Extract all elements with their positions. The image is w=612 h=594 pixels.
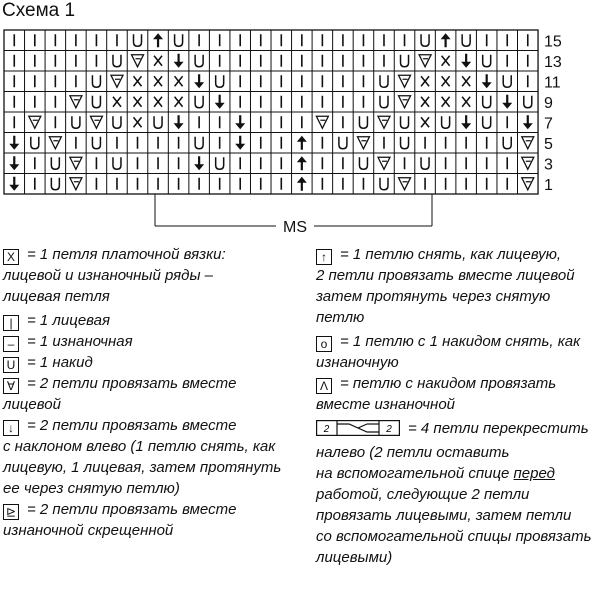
ssk-arrow-symbol (215, 95, 225, 109)
ssk-arrow-symbol (9, 136, 19, 150)
k2tog-symbol (316, 116, 328, 128)
garter-symbol (442, 97, 450, 107)
garter-symbol (175, 97, 183, 107)
garter-symbol (154, 56, 162, 66)
s2kp-arrow-symbol (441, 33, 451, 47)
k2tog-symbol (399, 75, 411, 87)
yarn-over-symbol (134, 34, 142, 46)
k2tog-symbol (70, 178, 82, 190)
ssk-arrow-symbol (194, 74, 204, 88)
legend-cable: 2 2 = 4 петли перекрестить (316, 418, 612, 442)
k2tog-symbol (132, 55, 144, 67)
k2tog-symbol (378, 116, 390, 128)
legend-knit: | = 1 лицевая (3, 310, 303, 331)
yarn-over-symbol (401, 116, 409, 128)
yarn-over-symbol (92, 75, 100, 87)
yarn-over-symbol (195, 55, 203, 67)
legend-p-yo-tog: Λ = петлю с накидом провязать (316, 373, 612, 394)
legend-purl: – = 1 изнаночная (3, 331, 303, 352)
ssk-arrow-symbol (9, 177, 19, 191)
s2kp-arrow-symbol (297, 156, 307, 170)
legend-s2kp: ↑ = 1 петлю снять, как лицевую, (316, 244, 612, 265)
yarn-over-symbol (421, 34, 429, 46)
k2tog-symbol (399, 178, 411, 190)
garter-symbol (421, 97, 429, 107)
yarn-over-symbol (380, 96, 388, 108)
yarn-over-symbol (113, 55, 121, 67)
yarn-over-symbol (195, 96, 203, 108)
svg-text:2: 2 (323, 424, 330, 435)
ssk-arrow-symbol (174, 54, 184, 68)
garter-symbol (113, 97, 121, 107)
legend-k2tog: ∀ = 2 петли провязать вместе (3, 373, 303, 394)
ssk-arrow-symbol (194, 156, 204, 170)
k2tog-symbol (29, 116, 41, 128)
yarn-over-symbol (175, 34, 183, 46)
k2tog-symbol (49, 137, 61, 149)
row-number: 3 (544, 156, 553, 174)
yarn-over-symbol (401, 55, 409, 67)
k2tog-symbol (378, 157, 390, 169)
ssk-arrow-symbol (235, 136, 245, 150)
yarn-over-symbol (92, 96, 100, 108)
garter-symbol (134, 97, 142, 107)
yarn-over-symbol (195, 137, 203, 149)
s2kp-arrow-symbol (297, 136, 307, 150)
yarn-over-symbol (359, 157, 367, 169)
x-stitch-icon: X (3, 249, 19, 265)
garter-symbol (442, 76, 450, 86)
p2tog-tbl-icon: ⊵ (3, 504, 19, 520)
legend-right: ↑ = 1 петлю снять, как лицевую, 2 петли провязать вместе лицевой затем протянуть через снятую петлю o = 1 петлю с 1 накидом снять, как изнаночную Λ = петлю с накидом провязать вместе изнаночной 2 2 = 4 петли перекрестить налево (2 петли оставить на вспомогательной спице перед работой, следующие 2 петли провязать лицевыми, затем петли со вспомогательной спицы провязать лицевыми) (316, 244, 612, 568)
s2kp-arrow-symbol (297, 177, 307, 191)
garter-symbol (175, 76, 183, 86)
cable-left-icon (316, 420, 400, 442)
yarn-over-symbol (154, 116, 162, 128)
k2tog-symbol (522, 137, 534, 149)
yarn-over-symbol (216, 157, 224, 169)
ssk-arrow-symbol (502, 95, 512, 109)
ssk-arrow-icon: ↓ (3, 420, 19, 436)
s2kp-arrow-symbol (153, 33, 163, 47)
ssk-arrow-symbol (461, 54, 471, 68)
legend-ssk: ↓ = 2 петли провязать вместе (3, 415, 303, 436)
knit-icon: | (3, 315, 19, 331)
ms-label: MS (283, 219, 307, 236)
k2tog-symbol (111, 75, 123, 87)
yarn-over-symbol (113, 157, 121, 169)
row-number: 13 (544, 53, 562, 71)
ssk-arrow-symbol (482, 74, 492, 88)
ssk-arrow-symbol (523, 115, 533, 129)
yarn-over-symbol (113, 116, 121, 128)
yarn-over-symbol (51, 178, 59, 190)
garter-symbol (134, 76, 142, 86)
up-arrow-icon: ↑ (316, 249, 332, 265)
garter-symbol (462, 76, 470, 86)
k2tog-symbol (522, 157, 534, 169)
garter-symbol (134, 117, 142, 127)
yarn-over-symbol (524, 96, 532, 108)
yarn-over-symbol (503, 137, 511, 149)
knitting-chart (0, 0, 612, 240)
yarn-over-symbol (503, 75, 511, 87)
caret-icon: Λ (316, 378, 332, 394)
ssk-arrow-symbol (9, 156, 19, 170)
garter-symbol (462, 97, 470, 107)
yarn-over-symbol (442, 116, 450, 128)
garter-symbol (421, 117, 429, 127)
k2tog-symbol (90, 116, 102, 128)
k2tog-symbol (357, 137, 369, 149)
legend-slip-yo: o = 1 петлю с 1 накидом снять, как (316, 331, 612, 352)
legend-p2tog: ⊵ = 2 петли провязать вместе (3, 499, 303, 520)
yarn-over-symbol (359, 116, 367, 128)
yarn-over-symbol (92, 137, 100, 149)
garter-symbol (442, 56, 450, 66)
yarn-over-symbol (462, 34, 470, 46)
legend-left: X = 1 петля платочной вязки: лицевой и изнаночный ряды – лицевая петля | = 1 лицевая – = 1 изнаночная U = 1 накид ∀ = 2 петли провязать вместе лицевой ↓ = 2 петли провязать вместе с наклоном влево (1 петлю снять, как лицевую, 1 лицевая, затем протянуть ее через снятую петлю) ⊵ = 2 петли провязать вместе изнаночной скрещенной (3, 244, 303, 541)
yarn-over-symbol (72, 116, 80, 128)
ssk-arrow-symbol (461, 115, 471, 129)
legend-x: X = 1 петля платочной вязки: (3, 244, 303, 265)
row-number: 9 (544, 94, 553, 112)
k2tog-symbol (70, 157, 82, 169)
garter-symbol (154, 76, 162, 86)
row-number: 1 (544, 176, 553, 194)
yarn-over-symbol (31, 137, 39, 149)
garter-symbol (421, 76, 429, 86)
chart-title: Схема 1 (2, 0, 76, 21)
yarn-over-symbol (51, 157, 59, 169)
yarn-over-symbol (421, 157, 429, 169)
circle-icon: o (316, 336, 332, 352)
row-number: 11 (544, 74, 561, 92)
k2tog-symbol (70, 96, 82, 108)
yarn-over-symbol (483, 96, 491, 108)
yarn-over-symbol (380, 75, 388, 87)
ssk-arrow-symbol (174, 115, 184, 129)
legend-cable-line3: на вспомогательной спице перед (316, 465, 555, 482)
purl-icon: – (3, 336, 19, 352)
row-number: 5 (544, 135, 553, 153)
k2tog-symbol (399, 96, 411, 108)
k2tog-symbol (522, 178, 534, 190)
yarn-over-symbol (401, 137, 409, 149)
row-number: 15 (544, 33, 562, 51)
yarn-over-symbol (483, 55, 491, 67)
legend-yo: U = 1 накид (3, 352, 303, 373)
yarn-over-icon: U (3, 357, 19, 373)
ssk-arrow-symbol (235, 115, 245, 129)
yarn-over-symbol (380, 178, 388, 190)
k2tog-symbol (419, 55, 431, 67)
k2tog-icon: ∀ (3, 378, 19, 394)
garter-symbol (154, 97, 162, 107)
row-number: 7 (544, 115, 553, 133)
yarn-over-symbol (339, 137, 347, 149)
svg-text:2: 2 (386, 424, 392, 435)
yarn-over-symbol (483, 116, 491, 128)
yarn-over-symbol (216, 75, 224, 87)
